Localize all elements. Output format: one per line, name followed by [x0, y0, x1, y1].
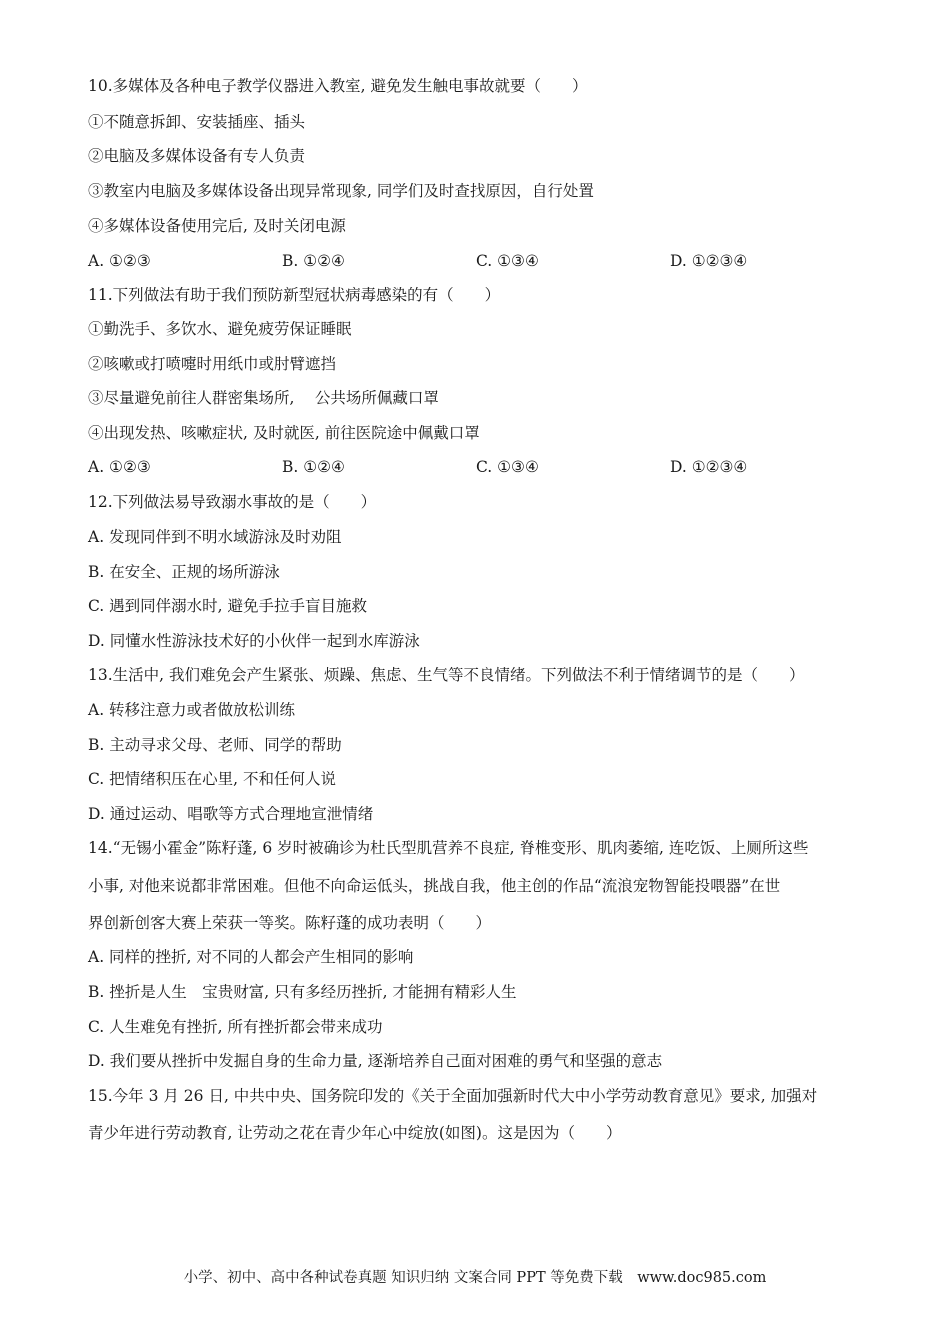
- q12-option-b: B. 在安全、正规的场所游泳: [88, 563, 280, 581]
- q14-option-c: C. 人生难免有挫折, 所有挫折都会带来成功: [88, 1018, 383, 1036]
- q10-item-2: ②电脑及多媒体设备有专人负责: [88, 147, 306, 165]
- q14-option-d: D. 我们要从挫折中发掘自身的生命力量, 逐渐培养自己面对困难的勇气和坚强的意志: [88, 1052, 663, 1070]
- q10-item-1: ①不随意拆卸、安装插座、插头: [88, 113, 306, 131]
- q11-option-a: A. ①②③: [88, 458, 151, 476]
- q10-stem: 10.多媒体及各种电子教学仪器进入教室, 避免发生触电事故就要（ ）: [88, 77, 588, 95]
- q12-option-d: D. 同懂水性游泳技术好的小伙伴一起到水库游泳: [88, 632, 420, 650]
- q11-option-d: D. ①②③④: [670, 458, 748, 476]
- q14-option-b: B. 挫折是人生 宝贵财富, 只有多经历挫折, 才能拥有精彩人生: [88, 983, 517, 1001]
- q10-options: [88, 251, 868, 271]
- q13-option-c: C. 把情绪积压在心里, 不和任何人说: [88, 770, 337, 788]
- q10-option-d: D. ①②③④: [670, 252, 748, 270]
- q13-option-b: B. 主动寻求父母、老师、同学的帮助: [88, 736, 342, 754]
- q10-item-4: ④多媒体设备使用完后, 及时关闭电源: [88, 217, 346, 235]
- q11-option-b: B. ①②④: [282, 458, 345, 476]
- q15-stem-line-2: 青少年进行劳动教育, 让劳动之花在青少年心中绽放(如图)。这是因为（ ）: [88, 1124, 622, 1142]
- q12-stem: 12.下列做法易导致溺水事故的是（ ）: [88, 493, 377, 511]
- q14-stem-line-2: 小事, 对他来说都非常困难。但他不向命运低头，挑战自我，他主创的作品“流浪宠物智能投喂器”在世: [88, 877, 781, 895]
- q11-item-1: ①勤洗手、多饮水、避免疲劳保证睡眠: [88, 320, 352, 338]
- q15-stem-line-1: 15.今年 3 月 26 日, 中共中央、国务院印发的《关于全面加强新时代大中小学劳动教育意见》要求, 加强对: [88, 1087, 818, 1105]
- q11-item-2: ②咳嗽或打喷嚏时用纸巾或肘臂遮挡: [88, 355, 337, 373]
- q13-option-a: A. 转移注意力或者做放松训练: [88, 701, 296, 719]
- q14-stem-line-1: 14.“无锡小霍金”陈籽蓬, 6 岁时被确诊为杜氏型肌营养不良症, 脊椎变形、肌肉萎缩, 连吃饭、上厕所这些: [88, 839, 809, 857]
- q10-option-b: B. ①②④: [282, 252, 345, 270]
- q11-item-3: ③尽量避免前往人群密集场所, 公共场所佩藏口罩: [88, 389, 439, 407]
- q11-option-c: C. ①③④: [476, 458, 539, 476]
- q10-item-3: ③教室内电脑及多媒体设备出现异常现象, 同学们及时查找原因，自行处置: [88, 182, 594, 200]
- q14-stem-line-3: 界创新创客大赛上荣获一等奖。陈籽蓬的成功表明（ ）: [88, 914, 492, 932]
- q13-stem: 13.生活中, 我们难免会产生紧张、烦躁、焦虑、生气等不良情绪。下列做法不利于情绪调节的是（ ）: [88, 666, 805, 684]
- q13-option-d: D. 通过运动、唱歌等方式合理地宣泄情绪: [88, 805, 374, 823]
- q11-stem: 11.下列做法有助于我们预防新型冠状病毒感染的有（ ）: [88, 286, 501, 304]
- q12-option-a: A. 发现同伴到不明水域游泳及时劝阻: [88, 528, 342, 546]
- page-footer: 小学、初中、高中各种试卷真题 知识归纳 文案合同 PPT 等免费下载 www.doc985.com: [183, 1270, 767, 1286]
- q11-item-4: ④出现发热、咳嗽症状, 及时就医, 前往医院途中佩戴口罩: [88, 424, 480, 442]
- q14-option-a: A. 同样的挫折, 对不同的人都会产生相同的影响: [88, 948, 414, 966]
- q10-option-c: C. ①③④: [476, 252, 539, 270]
- q11-options: [88, 457, 868, 477]
- q10-option-a: A. ①②③: [88, 252, 151, 270]
- q12-option-c: C. 遇到同伴溺水时, 避免手拉手盲目施救: [88, 597, 368, 615]
